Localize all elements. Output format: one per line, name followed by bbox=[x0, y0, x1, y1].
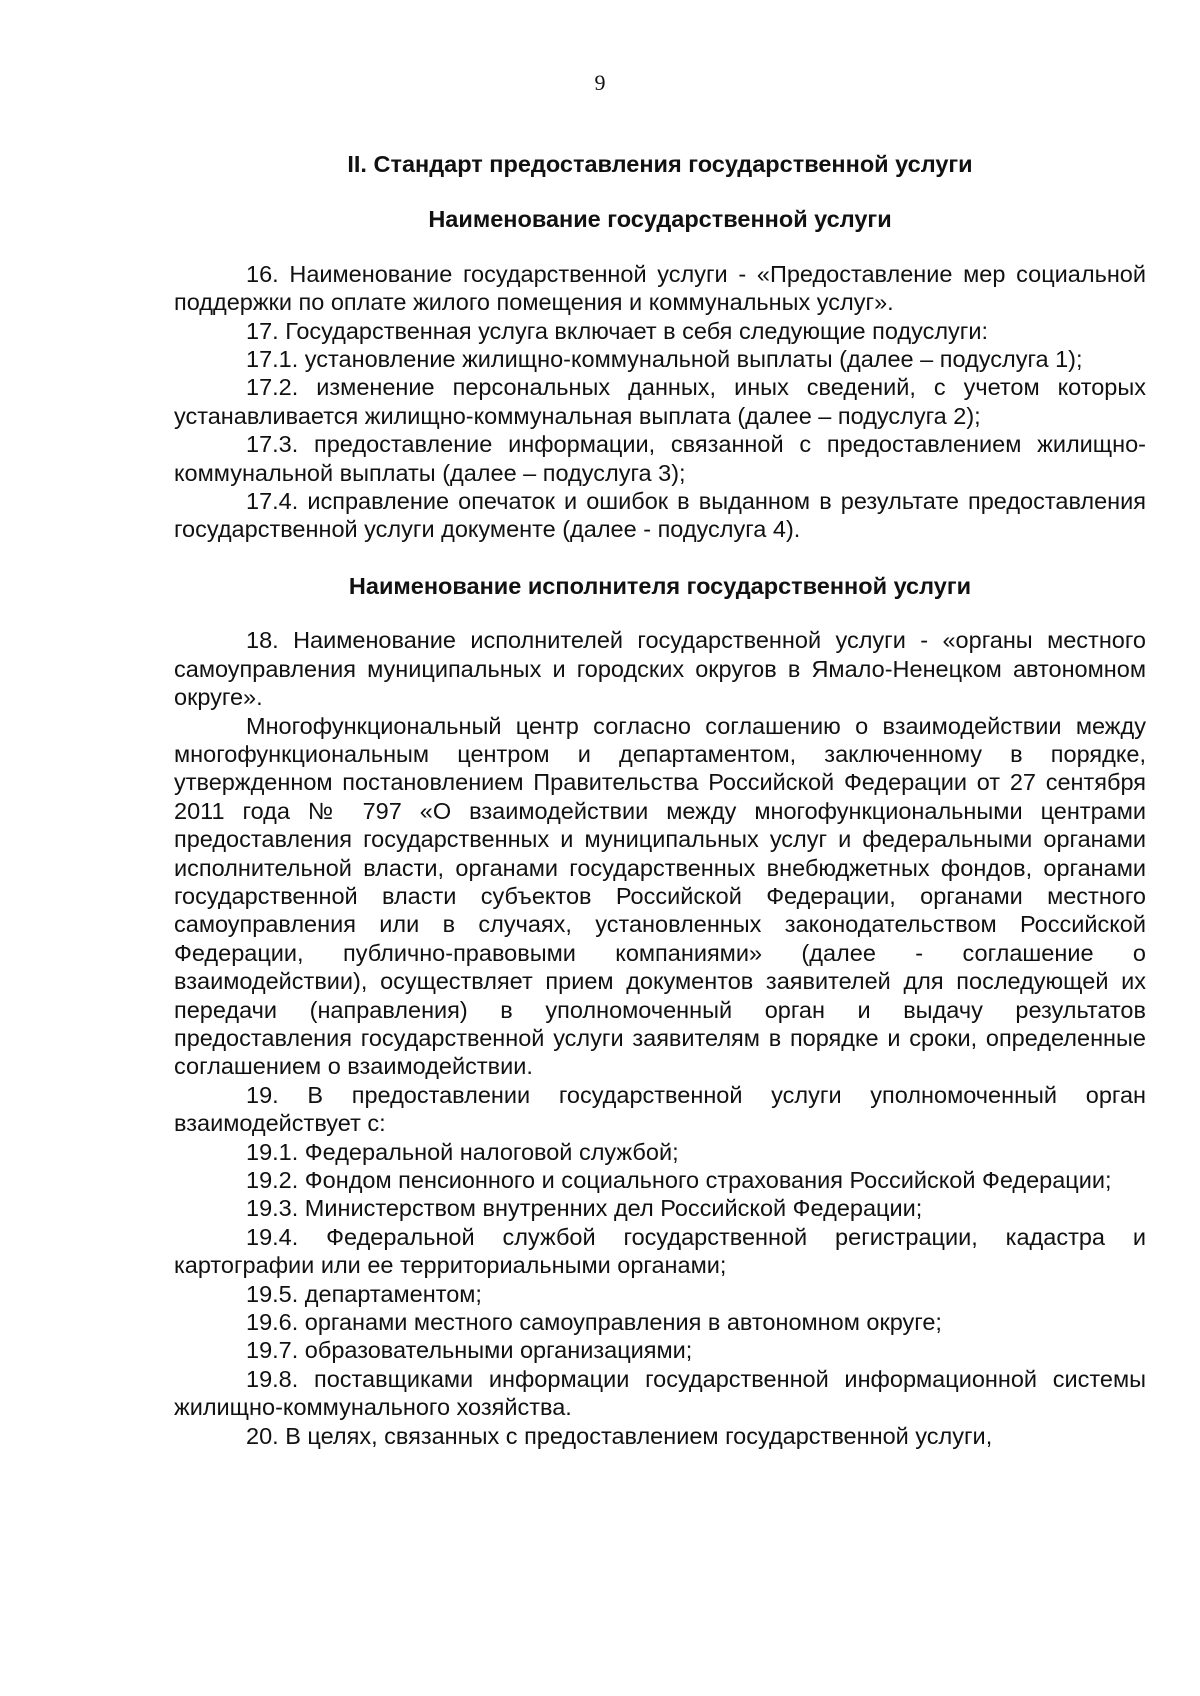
page-number: 9 bbox=[594, 70, 606, 95]
paragraph: 19.3. Министерством внутренних дел Российской Федерации; bbox=[246, 1195, 923, 1222]
paragraph: 20. В целях, связанных с предоставлением государственной услуги, bbox=[246, 1422, 993, 1449]
paragraph: 19.1. Федеральной налоговой службой; bbox=[246, 1138, 679, 1165]
paragraph: 19.5. департаментом; bbox=[246, 1280, 482, 1307]
paragraph: 17. Государственная услуга включает в себя следующие подуслуги: bbox=[246, 317, 989, 344]
paragraph: 19.4. Федеральной службой государственной регистрации, кадастра и картографии или ее территориальными органами; bbox=[174, 1223, 1146, 1279]
paragraph: 19.6. органами местного самоуправления в автономном округе; bbox=[246, 1309, 942, 1336]
paragraph: Многофункциональный центр согласно соглашению о взаимодействии между многофункциональным центром и департаментом, заключенному в порядке, утвержденном постановлением Правительства Российской Федерации от 27 сентября 2011 года № 797 «О взаимодействии между многофункциональными центрами предоставления государственных и муниципальных услуг и федеральными органами исполнительной власти, органами государственных внебюджетных фондов, органами государственной власти субъектов Российской Федерации, органами местного самоуправления или в случаях, установленных законодательством Российской Федерации, публично-правовыми компаниями» (далее - соглашение о взаимодействии), осуществляет прием документов заявителей для последующей их передачи (направления) в уполномоченный орган и выдачу результатов предоставления государственной услуги заявителям в порядке и сроки, определенные соглашением о взаимодействии. bbox=[174, 712, 1146, 1080]
paragraph: 17.3. предоставление информации, связанной с предоставлением жилищно-коммунальной выплаты (далее – подуслуга 3); bbox=[174, 431, 1146, 486]
paragraph: 19.7. образовательными организациями; bbox=[246, 1337, 693, 1364]
paragraph: 16. Наименование государственной услуги - «Предоставление мер социальной поддержки по оплате жилого помещения и коммунальных услуг». bbox=[174, 260, 1146, 316]
section-title: II. Стандарт предоставления государственной услуги bbox=[347, 151, 973, 177]
paragraph: 17.2. изменение персональных данных, иных сведений, с учетом которых устанавливается жилищно-коммунальная выплата (далее – подуслуга 2); bbox=[174, 374, 1146, 429]
paragraph: 19.2. Фондом пенсионного и социального страхования Российской Федерации; bbox=[246, 1167, 1112, 1193]
paragraph: 17.1. установление жилищно-коммунальной выплаты (далее – подуслуга 1); bbox=[246, 346, 1083, 373]
paragraph: 19. В предоставлении государственной услуги уполномоченный орган взаимодействует с: bbox=[174, 1081, 1146, 1137]
paragraph: 18. Наименование исполнителей государственной услуги - «органы местного самоуправления муниципальных и городских округов в Ямало-Ненецком автономном округе». bbox=[174, 627, 1146, 711]
subheading-executor-name: Наименование исполнителя государственной услуги bbox=[348, 572, 972, 599]
paragraph: 17.4. исправление опечаток и ошибок в выданном в результате предоставления государственной услуги документе (далее - подуслуга 4). bbox=[174, 488, 1146, 543]
paragraph: 19.8. поставщиками информации государственной информационной системы жилищно-коммунального хозяйства. bbox=[174, 1365, 1146, 1421]
document-body bbox=[174, 150, 1146, 1450]
subheading-service-name: Наименование государственной услуги bbox=[428, 206, 892, 233]
